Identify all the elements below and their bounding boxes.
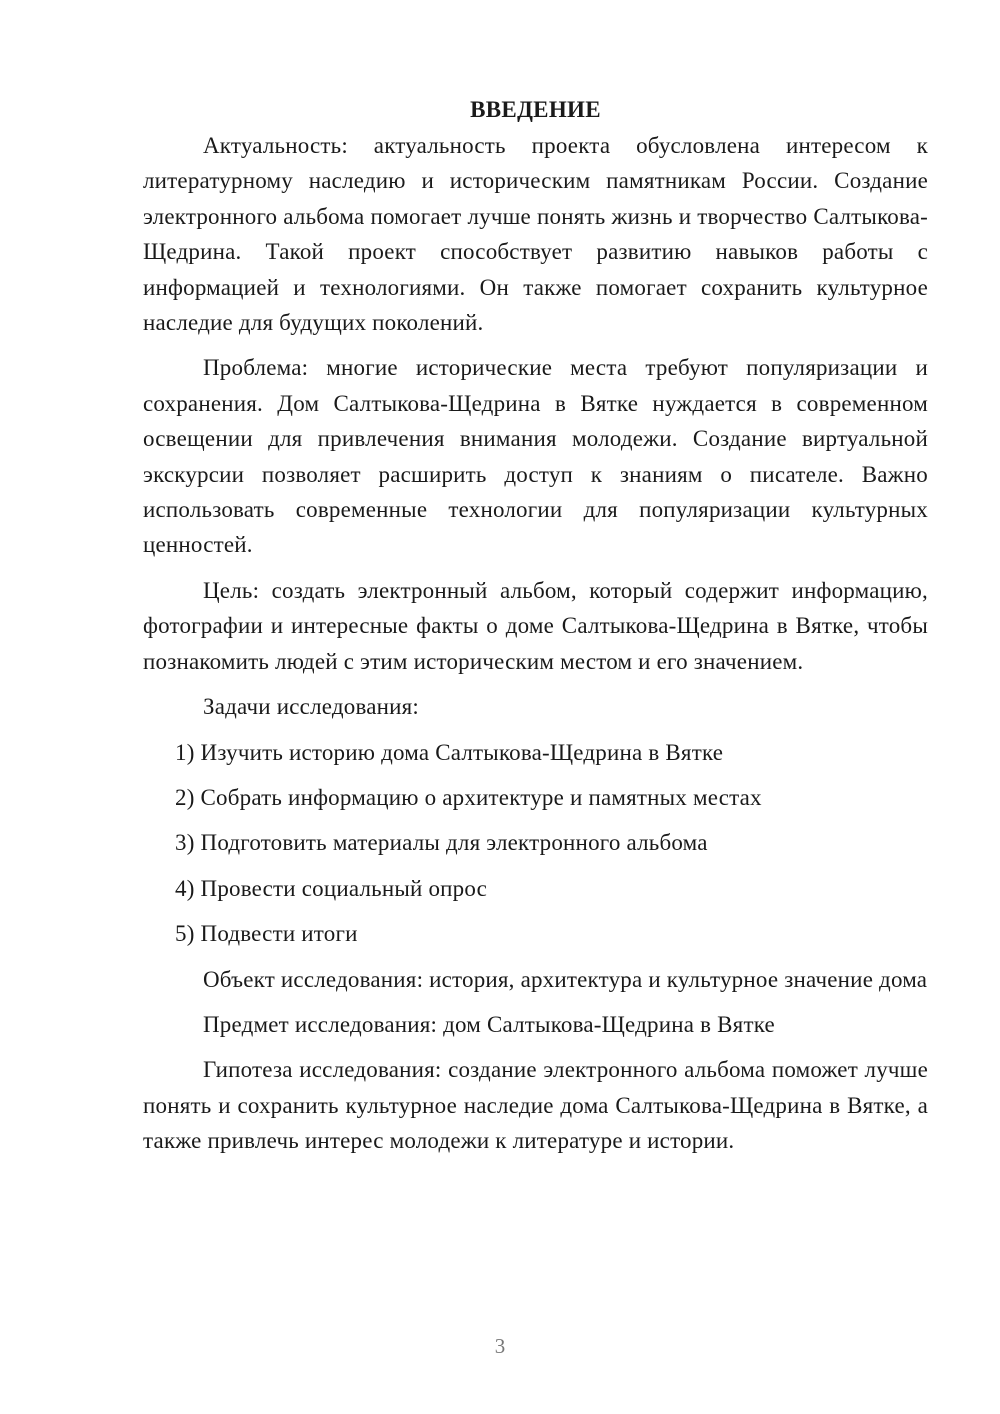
goal-paragraph: Цель: создать электронный альбом, который содержит информацию, фотографии и интересные факты о доме Салтыкова-Щедрина в Вятке, чтобы познакомить людей с этим историческим местом и его значением.	[143, 577, 928, 674]
document-page	[143, 92, 928, 1159]
problem-paragraph: Проблема: многие исторические места требуют популяризации и сохранения. Дом Салтыкова-Щедрина в Вятке нуждается в современном освещении для привлечения внимания молодежи. Создание виртуальной экскурсии позволяет расширить доступ к знаниям о писателе. Важно использовать современные технологии для популяризации культурных ценностей.	[143, 355, 928, 558]
list-item: 3) Подготовить материалы для электронного альбома	[175, 830, 708, 856]
page-title: ВВЕДЕНИЕ	[470, 97, 601, 122]
hypothesis-paragraph: Гипотеза исследования: создание электронного альбома поможет лучше понять и сохранить культурное наследие дома Салтыкова-Щедрина в Вятке, а также привлечь интерес молодежи к литературе и истории.	[143, 1057, 928, 1154]
list-item: 4) Провести социальный опрос	[175, 875, 488, 901]
object-paragraph: Объект исследования: история, архитектура и культурное значение дома	[203, 966, 928, 992]
page-number: 3	[494, 1334, 506, 1358]
list-item: 5) Подвести итоги	[175, 921, 358, 947]
tasks-list	[143, 735, 928, 952]
tasks-heading: Задачи исследования:	[203, 694, 420, 720]
relevance-paragraph: Актуальность: актуальность проекта обусловлена интересом к литературному наследию и историческим памятникам России. Создание электронного альбома помогает лучше понять жизнь и творчество Салтыкова-Щедрина. Такой проект способствует развитию навыков работы с информацией и технологиями. Он также помогает сохранить культурное наследие для будущих поколений.	[143, 133, 928, 336]
list-item: 2) Собрать информацию о архитектуре и памятных местах	[175, 784, 762, 810]
list-item: 1) Изучить историю дома Салтыкова-Щедрина в Вятке	[175, 739, 724, 765]
subject-paragraph: Предмет исследования: дом Салтыкова-Щедрина в Вятке	[203, 1011, 775, 1037]
